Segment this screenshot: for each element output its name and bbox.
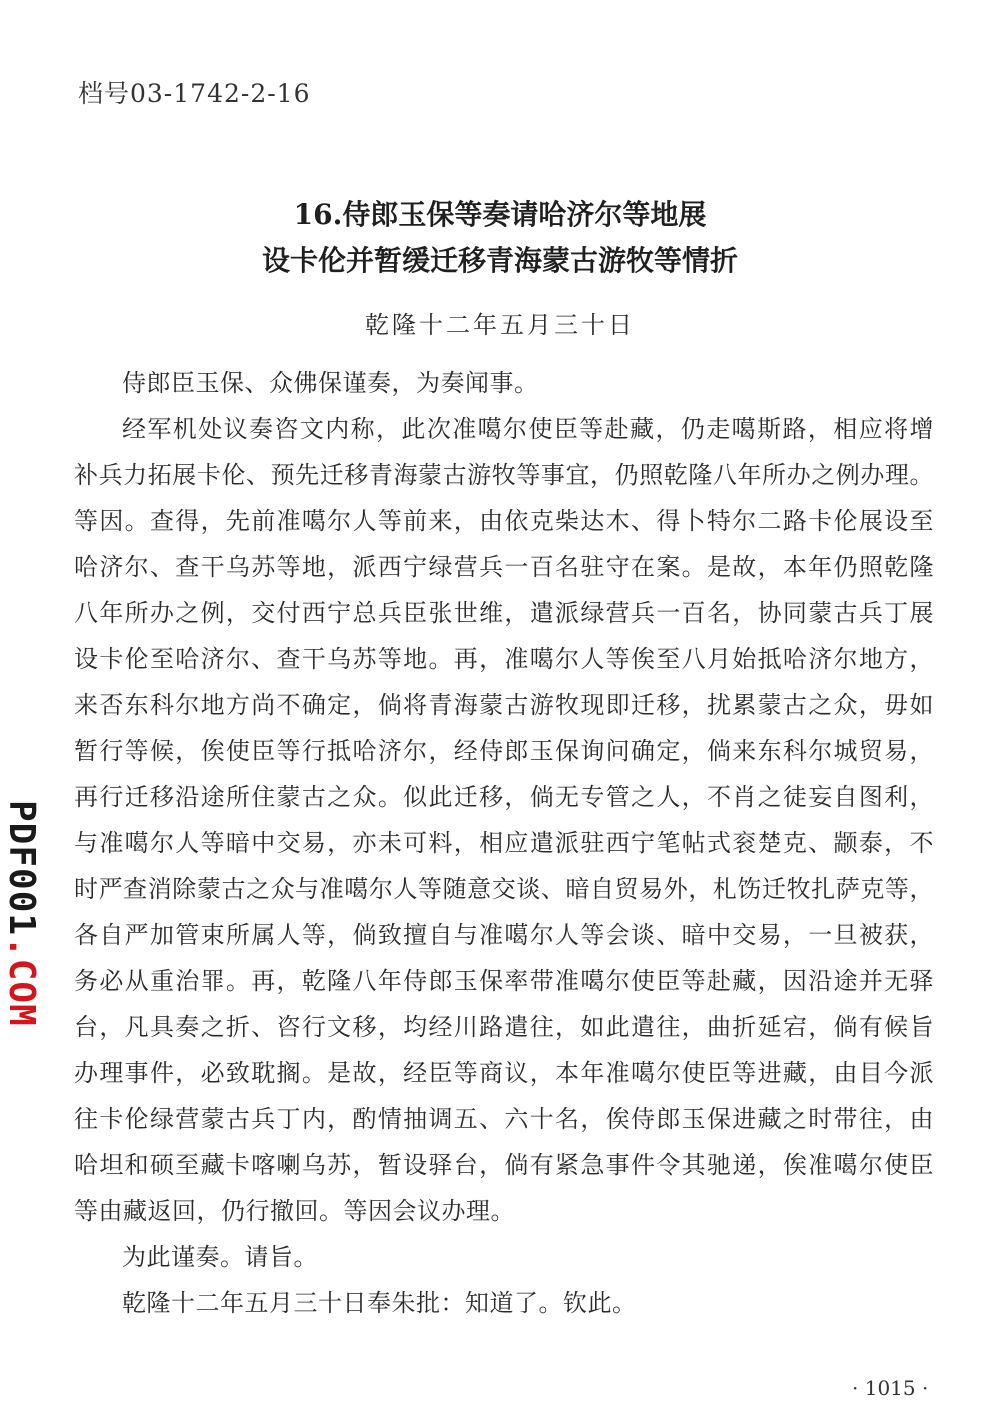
document-title-line-1: 16.侍郎玉保等奏请哈济尔等地展 <box>293 198 707 231</box>
body-line: 各自严加管束所属人等，倘致擅自与准噶尔人等会谈、暗中交易，一旦被获， <box>74 921 934 949</box>
body-line-rescript: 乾隆十二年五月三十日奉朱批：知道了。钦此。 <box>122 1289 637 1317</box>
body-line: 与准噶尔人等暗中交易，亦未可料，相应遣派驻西宁笔帖式衮楚克、颛泰，不 <box>74 829 934 857</box>
body-line: 补兵力拓展卡伦、预先迁移青海蒙古游牧等事宜，仍照乾隆八年所办之例办理。 <box>74 461 934 489</box>
body-line: 往卡伦绿营蒙古兵丁内，酌情抽调五、六十名，俟侍郎玉保进藏之时带往，由 <box>74 1105 934 1133</box>
body-line: 时严查消除蒙古之众与准噶尔人等随意交谈、暗自贸易外，札饬迁牧扎萨克等， <box>74 875 934 903</box>
body-line: 哈济尔、查干乌苏等地，派西宁绿营兵一百名驻守在案。是故，本年仍照乾隆 <box>74 553 934 581</box>
watermark-text <box>1 800 42 1027</box>
document-title-line-2: 设卡伦并暂缓迁移青海蒙古游牧等情折 <box>261 244 738 277</box>
body-line: 哈坦和硕至藏卡喀喇乌苏，暂设驿台，倘有紧急事件令其驰递，俟准噶尔使臣 <box>74 1151 934 1179</box>
document-date: 乾隆十二年五月三十日 <box>365 311 635 339</box>
document-body <box>74 360 934 1326</box>
body-line-opening: 侍郎臣玉保、众佛保谨奏，为奏闻事。 <box>122 369 539 397</box>
body-line: 办理事件，必致耽搁。是故，经臣等商议，本年准噶尔使臣等进藏，由目今派 <box>74 1059 934 1087</box>
page-number: · 1015 · <box>852 1376 929 1400</box>
body-line: 经军机处议奏咨文内称，此次准噶尔使臣等赴藏，仍走噶斯路，相应将增 <box>122 415 934 443</box>
body-line: 设卡伦至哈济尔、查干乌苏等地。再，准噶尔人等俟至八月始抵哈济尔地方， <box>74 645 934 673</box>
watermark <box>1 800 44 1045</box>
body-line: 再行迁移沿途所住蒙古之众。似此迁移，倘无专管之人，不肖之徒妄自图利， <box>74 783 934 811</box>
body-line: 来否东科尔地方尚不确定，倘将青海蒙古游牧现即迁移，扰累蒙古之众，毋如 <box>74 691 934 719</box>
body-line: 台，凡具奏之折、咨行文移，均经川路遣往，如此遣往，曲折延宕，倘有候旨 <box>74 1013 934 1041</box>
body-line: 等因。查得，先前准噶尔人等前来，由依克柴达木、得卜特尔二路卡伦展设至 <box>74 507 934 535</box>
archive-number: 档号03-1742-2-16 <box>78 79 311 108</box>
body-line-closing: 为此谨奏。请旨。 <box>122 1243 318 1271</box>
watermark-part-2: .COM <box>1 936 42 1027</box>
body-line: 等由藏返回，仍行撤回。等因会议办理。 <box>74 1197 515 1225</box>
watermark-part-1: PDF001 <box>1 800 42 937</box>
body-line: 八年所办之例，交付西宁总兵臣张世维，遣派绿营兵一百名，协同蒙古兵丁展 <box>74 599 934 627</box>
body-line: 暂行等候，俟使臣等行抵哈济尔，经侍郎玉保询问确定，倘来东科尔城贸易， <box>74 737 934 765</box>
body-line: 务必从重治罪。再，乾隆八年侍郎玉保率带准噶尔使臣等赴藏，因沿途并无驿 <box>74 967 934 995</box>
